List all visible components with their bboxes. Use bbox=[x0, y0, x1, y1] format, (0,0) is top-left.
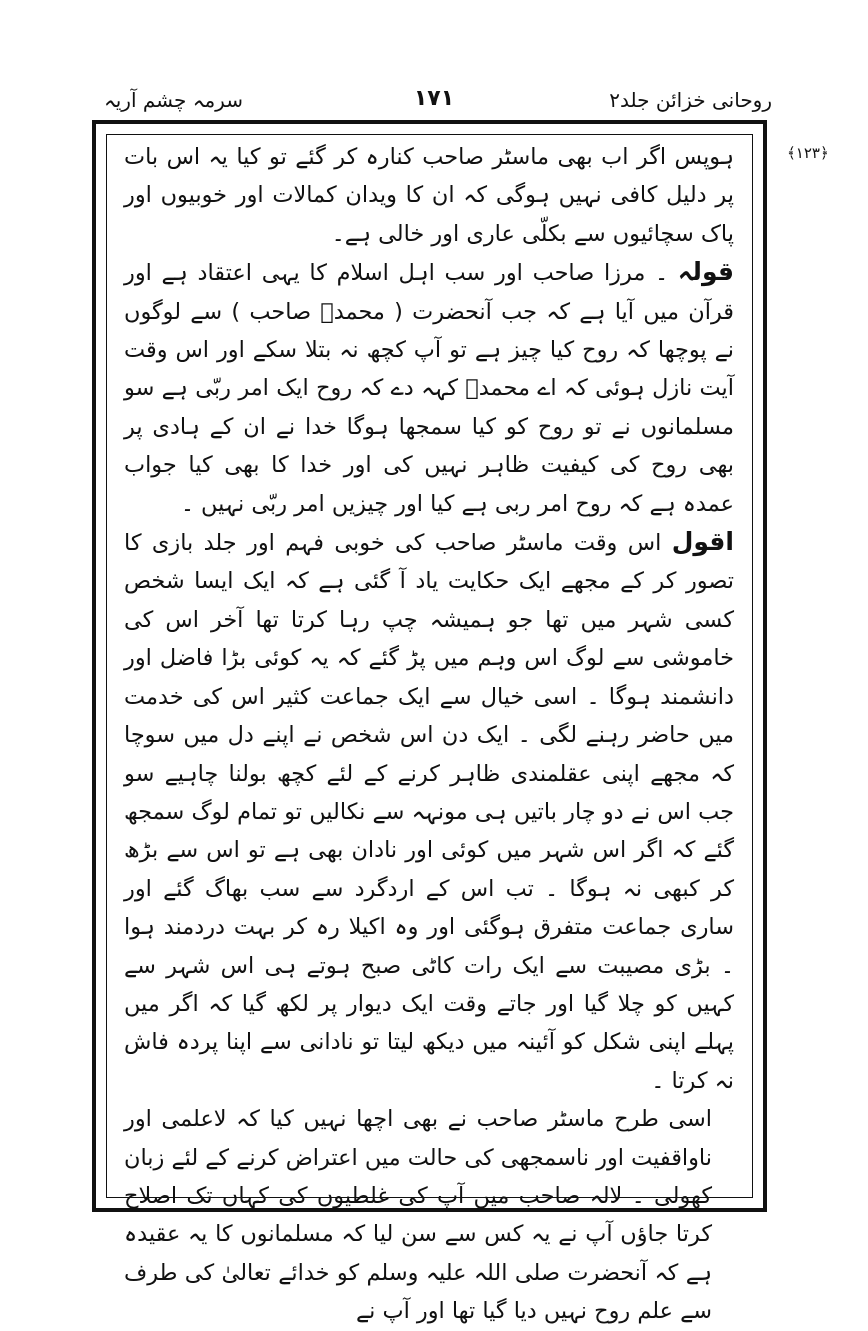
paragraph-2 bbox=[124, 253, 734, 523]
page-header bbox=[96, 78, 772, 118]
paragraph-text: ۔ مرزا صاحب اور سب اہل اسلام کا یہی اعتقاد ہے اور قرآن میں آیا ہے کہ جب آنحضرت ( محمدؐ صاحب ) سے لوگوں نے پوچھا کہ روح کیا چیز ہے تو آپ کچھ نہ بتلا سکے اور اس وقت آیت نازل ہوئی کہ اے محمدؐ کہہ دے کہ روح ایک امر ربّی ہے سو مسلمانوں نے تو روح کو کیا سمجھا ہوگا خدا نے ان کے ہادی پر بھی روح کی کیفیت ظاہر نہیں کی اور خدا کا بھی کیا جواب عمدہ ہے کہ روح امر ربی ہے کیا اور چیزیں امر ربّی نہیں ۔ bbox=[124, 260, 734, 517]
original-page-reference: ﴿۱۲۳﴾ bbox=[787, 144, 829, 162]
paragraph-text: اس وقت ماسٹر صاحب کی خوبی فہم اور جلد بازی کا تصور کر کے مجھے ایک حکایت یاد آ گئی ہے کہ ایک ایسا شخص کسی شہر میں تھا جو ہمیشہ چپ رہا کرتا تھا آخر اس کی خاموشی سے لوگ اس وہم میں پڑ گئے کہ یہ کوئی بڑا فاضل اور دانشمند ہوگا ۔ اسی خیال سے ایک جماعت کثیر اس کی خدمت میں حاضر رہنے لگی ۔ ایک دن اس شخص نے اپنے دل میں سوچا کہ مجھے اپنی عقلمندی ظاہر کرنے کے لئے کچھ بولنا چاہیے سو جب اس نے دو چار باتیں ہی مونہہ سے نکالیں تو تمام لوگ سمجھ گئے کہ اگر اس شہر میں کوئی اور نادان بھی ہے تو اس سے بڑھ کر کبھی نہ ہوگا ۔ تب اس کے اردگرد سے سب بھاگ گئے اور ساری جماعت متفرق ہوگئی اور وہ اکیلا رہ کر بہت دردمند ہوا ۔ بڑی مصیبت سے ایک رات کاٹی صبح ہوتے ہی اس شہر سے کہیں کو چلا گیا اور جاتے وقت ایک دیوار پر لکھ گیا کہ اگر میں پہلے اپنی شکل کو آئینہ میں دیکھ لیتا تو نادانی سے اپنا پردہ فاش نہ کرتا ۔ bbox=[124, 530, 735, 1094]
paragraph-3 bbox=[124, 523, 734, 1100]
paragraph-text: ہوپس اگر اب بھی ماسٹر صاحب کنارہ کر گئے تو کیا یہ اس بات پر دلیل کافی نہیں ہوگی کہ ان کا ویدان کمالات اور خوبیوں اور پاک سچائیوں سے بکلّی عاری اور خالی ہے۔ bbox=[124, 144, 734, 247]
work-title: سرمہ چشم آریہ bbox=[104, 88, 243, 112]
book-title: روحانی خزائن جلد۲ bbox=[609, 88, 772, 112]
paragraph-keyword: اقول bbox=[671, 527, 734, 557]
page-number: ۱۷۱ bbox=[413, 86, 455, 111]
paragraph-1 bbox=[124, 138, 734, 253]
paragraph-4 bbox=[124, 1100, 734, 1330]
paragraph-keyword: قولہ bbox=[677, 257, 734, 287]
page-body bbox=[124, 138, 734, 1331]
paragraph-text: اسی طرح ماسٹر صاحب نے بھی اچھا نہیں کیا کہ لاعلمی اور ناواقفیت اور ناسمجھی کی حالت میں اعتراض کرنے کے لئے زبان کھولی ۔ لالہ صاحب میں آپ کی غلطیوں کی کہاں تک اصلاح کرتا جاؤں آپ نے یہ کس سے سن لیا کہ مسلمانوں کا یہ عقیدہ ہے کہ آنحضرت صلی اللہ علیہ وسلم کو خدائے تعالیٰ کی طرف سے علم روح نہیں دیا گیا تھا اور آپ نے bbox=[124, 1106, 712, 1325]
